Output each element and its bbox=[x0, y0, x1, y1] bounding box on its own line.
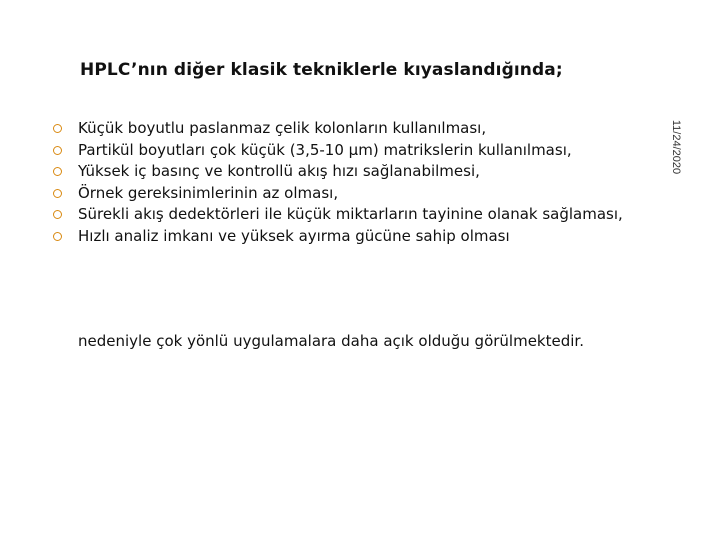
circle-bullet-icon bbox=[53, 124, 62, 133]
bullet-text: Partikül boyutları çok küçük (3,5-10 µm) matrikslerin kullanılması, bbox=[78, 140, 572, 159]
bullet-text: Küçük boyutlu paslanmaz çelik kolonların kullanılması, bbox=[78, 119, 487, 137]
circle-bullet-icon bbox=[53, 210, 62, 219]
bullet-text: Örnek gereksinimlerinin az olması, bbox=[78, 183, 339, 202]
bullet-item bbox=[50, 183, 660, 205]
bullet-list bbox=[50, 118, 660, 247]
circle-bullet-icon bbox=[53, 189, 62, 198]
closing-text: nedeniyle çok yönlü uygulamalara daha açık olduğu görülmektedir. bbox=[78, 332, 584, 350]
circle-bullet-icon bbox=[53, 146, 62, 155]
bullet-item bbox=[50, 118, 660, 140]
date-text: 11/24/2020 bbox=[670, 119, 682, 175]
bullet-text: Sürekli akış dedektörleri ile küçük miktarların tayinine olanak sağlaması, bbox=[78, 205, 623, 223]
bullet-item bbox=[50, 140, 660, 162]
circle-bullet-icon bbox=[53, 167, 62, 176]
circle-bullet-icon bbox=[53, 232, 62, 241]
bullet-text: Hızlı analiz imkanı ve yüksek ayırma gücüne sahip olması bbox=[78, 226, 510, 245]
date-label bbox=[667, 112, 685, 182]
bullet-item bbox=[50, 204, 660, 226]
bullet-item bbox=[50, 161, 660, 183]
bullet-text: Yüksek iç basınç ve kontrollü akış hızı sağlanabilmesi, bbox=[78, 162, 480, 180]
slide-title: HPLC’nın diğer klasik tekniklerle kıyaslandığında; bbox=[80, 60, 563, 80]
bullet-item bbox=[50, 226, 660, 248]
